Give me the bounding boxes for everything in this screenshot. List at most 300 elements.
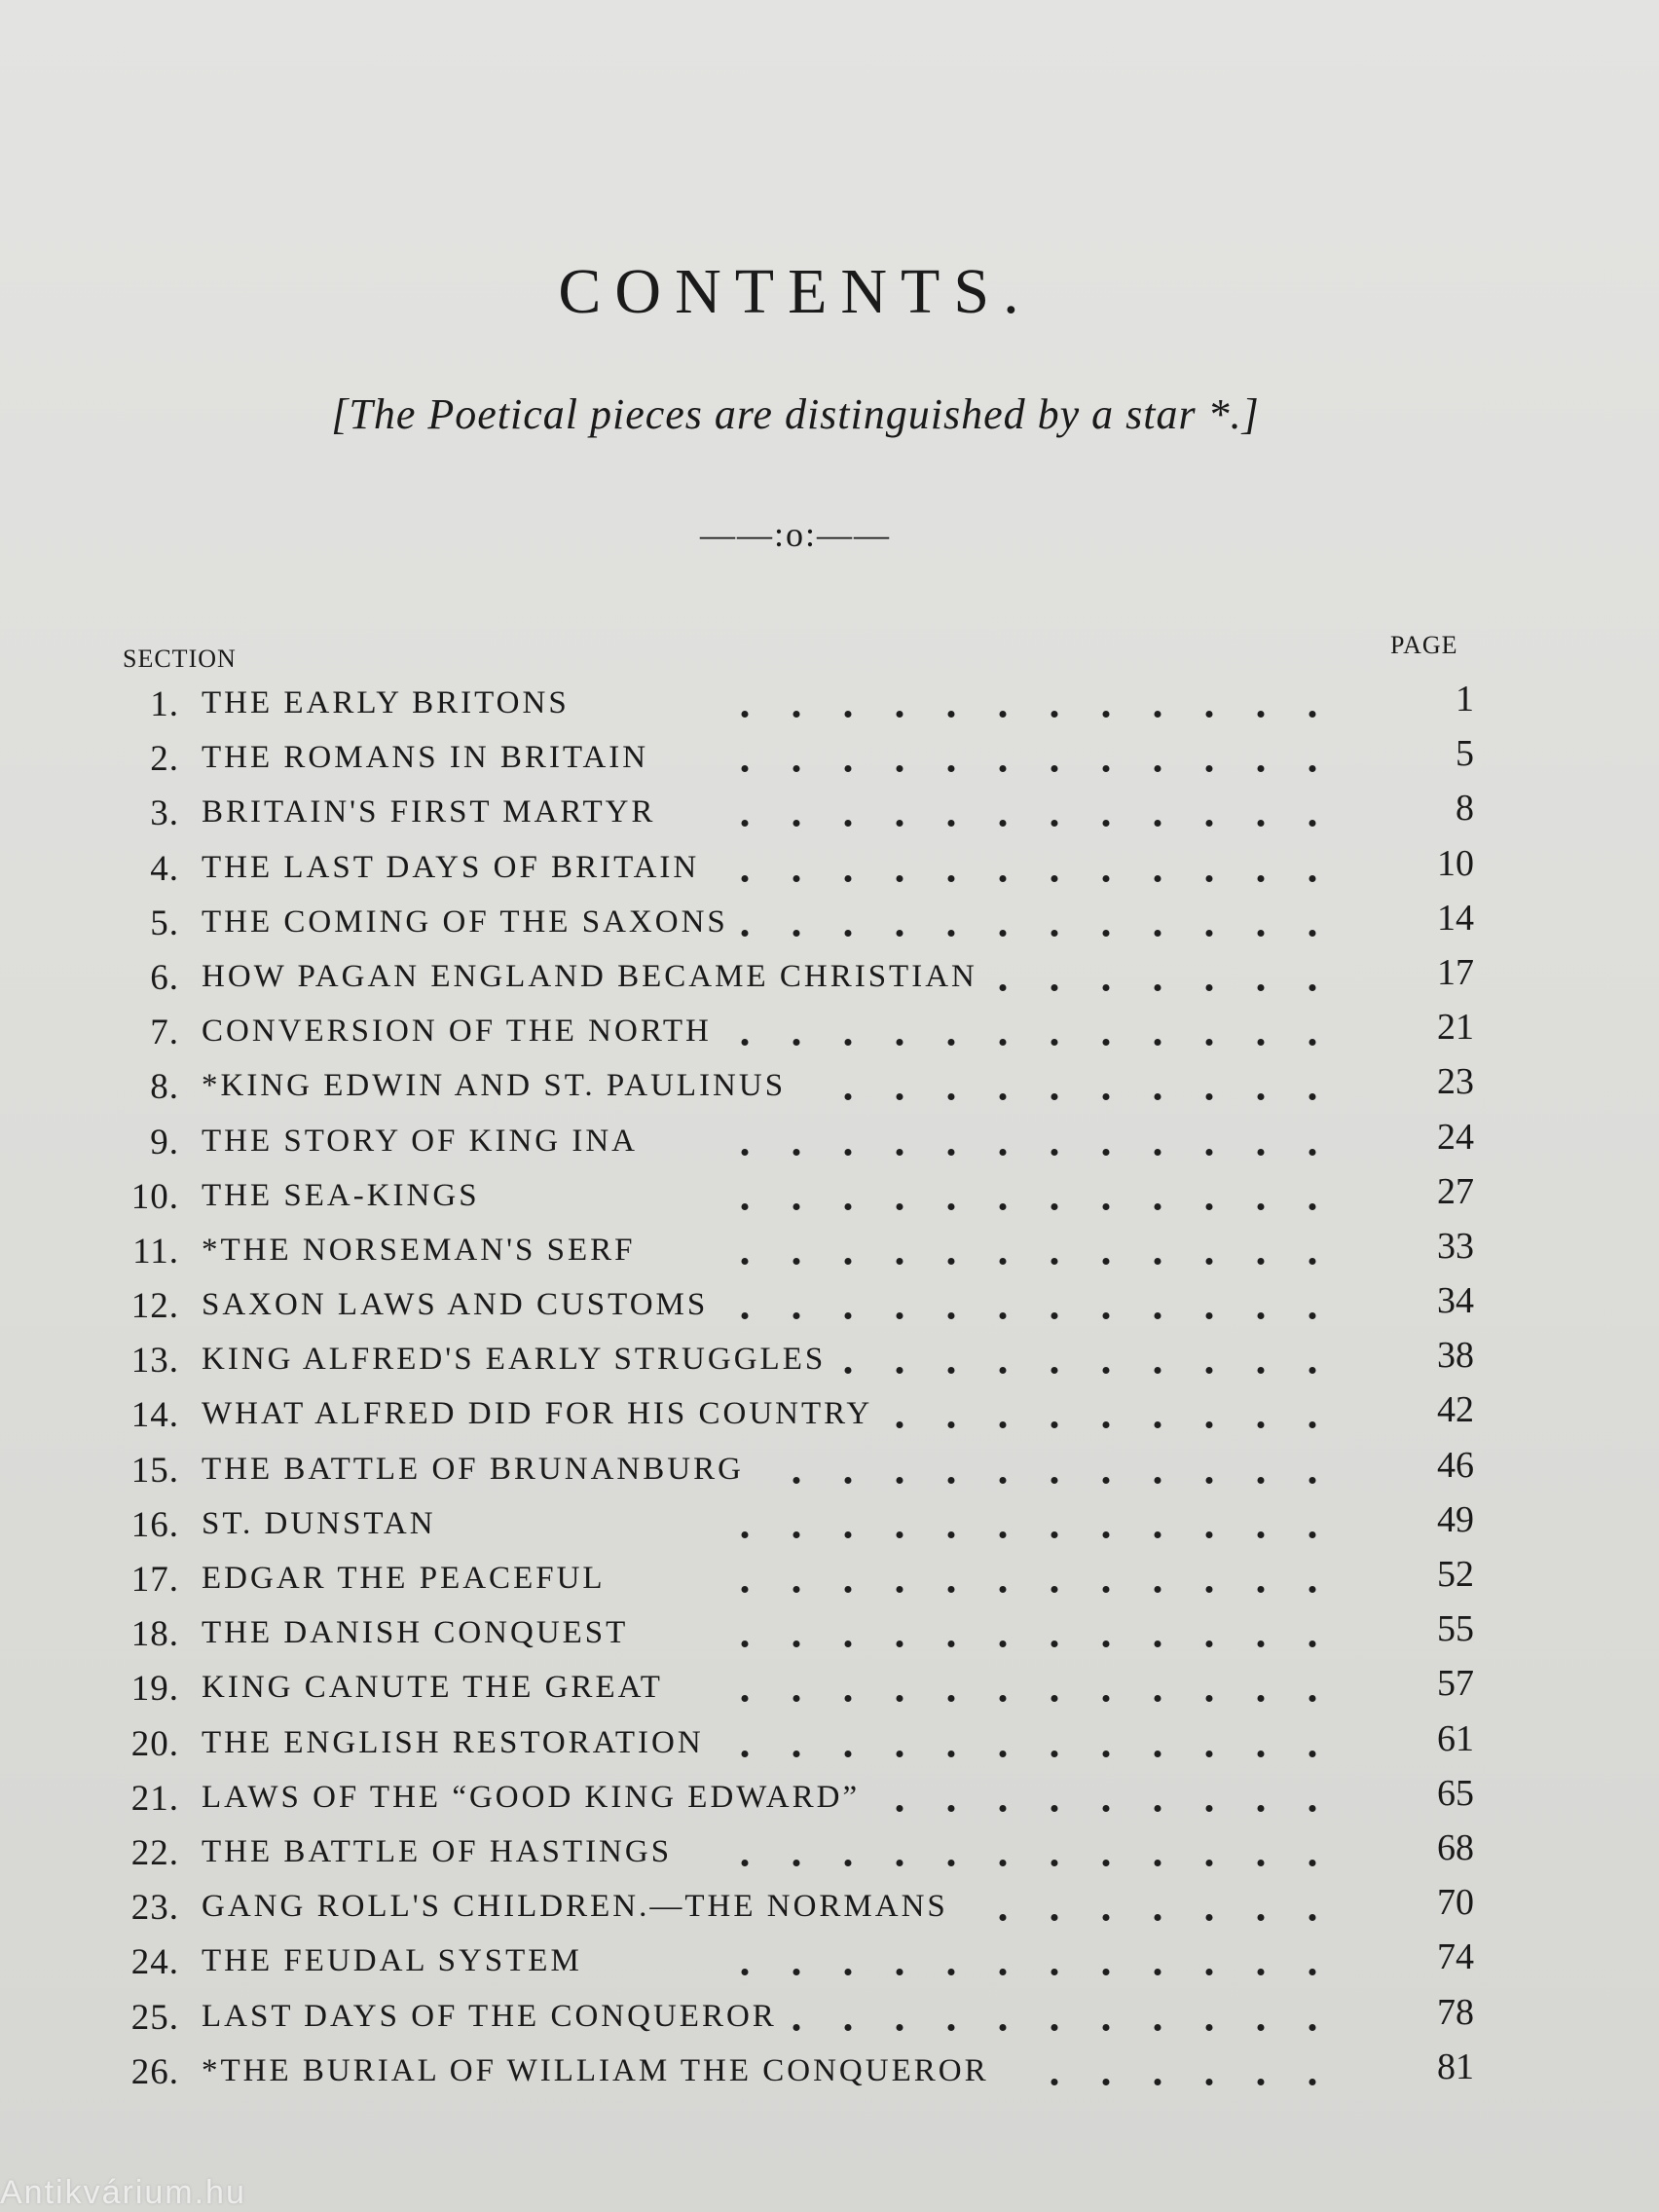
- leader-dot: [1258, 875, 1265, 882]
- leader-dot: [845, 1367, 852, 1374]
- page-number: 23: [1437, 1061, 1474, 1103]
- leader-dot: [1155, 1039, 1161, 1046]
- leader-dot: [793, 711, 800, 718]
- leader-dot: [742, 1695, 749, 1702]
- section-title: WHAT ALFRED DID FOR HIS COUNTRY: [202, 1396, 873, 1432]
- leader-dot: [1206, 1039, 1213, 1046]
- leader-dot: [1103, 1914, 1110, 1921]
- leader-dot: [1000, 765, 1007, 772]
- leader-dot: [793, 1258, 800, 1265]
- leader-dot: [1051, 1586, 1058, 1593]
- leader-dot: [1258, 1039, 1265, 1046]
- toc-entry: [0, 1826, 1659, 1881]
- leader-dot: [742, 1586, 749, 1593]
- leader-dot: [1103, 1805, 1110, 1812]
- leader-dot: [897, 1695, 903, 1702]
- leader-dot: [1000, 1477, 1007, 1484]
- leader-dot: [1309, 1586, 1316, 1593]
- leader-dot: [1051, 1258, 1058, 1265]
- page-number: 42: [1437, 1389, 1474, 1431]
- leader-dot: [1206, 1969, 1213, 1975]
- page-number: 57: [1437, 1663, 1474, 1705]
- leader-dot: [1155, 1203, 1161, 1210]
- section-number: 15.: [130, 1450, 179, 1491]
- leader-dot: [845, 711, 852, 718]
- leader-dot: [948, 2024, 955, 2031]
- leader-dot: [1206, 1421, 1213, 1428]
- leader-dot: [793, 1477, 800, 1484]
- leader-dot: [1103, 1641, 1110, 1647]
- leader-dot: [1000, 1751, 1007, 1757]
- leader-dot: [1051, 765, 1058, 772]
- leader-dot: [1051, 875, 1058, 882]
- section-number: 10.: [130, 1176, 179, 1217]
- leader-dot: [1309, 711, 1316, 718]
- leader-dot: [793, 1531, 800, 1538]
- toc-entry: [0, 1279, 1659, 1334]
- toc-entry: [0, 787, 1659, 841]
- leader-dot: [897, 1531, 903, 1538]
- leader-dot: [1206, 1641, 1213, 1647]
- section-title: BRITAIN'S FIRST MARTYR: [202, 794, 656, 830]
- dot-leader: [701, 1074, 1367, 1103]
- section-number: 25.: [130, 1997, 179, 2038]
- leader-dot: [1000, 875, 1007, 882]
- toc-entry: [0, 678, 1659, 732]
- leader-dot: [1206, 1149, 1213, 1156]
- leader-dot: [948, 1751, 955, 1757]
- leader-dot: [742, 1203, 749, 1210]
- leader-dot: [1258, 2079, 1265, 2085]
- leader-dot: [1258, 820, 1265, 827]
- page-number: 10: [1437, 842, 1474, 884]
- leader-dot: [1051, 1203, 1058, 1210]
- leader-dot: [1155, 1477, 1161, 1484]
- leader-dot: [845, 2024, 852, 2031]
- leader-dot: [1206, 820, 1213, 827]
- leader-dot: [742, 1531, 749, 1538]
- section-title: *KING EDWIN AND ST. PAULINUS: [202, 1068, 787, 1104]
- leader-dot: [845, 1586, 852, 1593]
- dot-leader: [701, 1293, 1367, 1322]
- leader-dot: [897, 2024, 903, 2031]
- leader-dot: [1103, 2024, 1110, 2031]
- leader-dot: [948, 1860, 955, 1866]
- page-number: 21: [1437, 1007, 1474, 1049]
- leader-dot: [1103, 765, 1110, 772]
- leader-dot: [1206, 2024, 1213, 2031]
- leader-dot: [1000, 1367, 1007, 1374]
- leader-dot: [1000, 1969, 1007, 1975]
- dot-leader: [701, 856, 1367, 885]
- dot-leader: [701, 746, 1367, 775]
- page-number: 34: [1437, 1280, 1474, 1322]
- leader-dot: [1103, 820, 1110, 827]
- leader-dot: [1206, 1751, 1213, 1757]
- leader-dot: [1309, 2079, 1316, 2085]
- leader-dot: [1000, 1093, 1007, 1100]
- section-number: 23.: [130, 1888, 179, 1929]
- dot-leader: [701, 1512, 1367, 1541]
- leader-dot: [897, 1586, 903, 1593]
- leader-dot: [1258, 1477, 1265, 1484]
- leader-dot: [1051, 1695, 1058, 1702]
- leader-dot: [793, 1203, 800, 1210]
- dot-leader: [701, 1840, 1367, 1869]
- leader-dot: [845, 1641, 852, 1647]
- leader-dot: [1309, 1531, 1316, 1538]
- leader-dot: [793, 1860, 800, 1866]
- leader-dot: [1258, 1093, 1265, 1100]
- page-number: 5: [1456, 733, 1474, 775]
- section-title: THE ENGLISH RESTORATION: [202, 1724, 704, 1760]
- leader-dot: [793, 930, 800, 937]
- section-number: 14.: [130, 1395, 179, 1436]
- section-column-header: SECTION: [123, 645, 237, 673]
- leader-dot: [897, 711, 903, 718]
- section-title: THE BATTLE OF BRUNANBURG: [202, 1451, 744, 1487]
- page-number: 46: [1437, 1444, 1474, 1486]
- leader-dot: [897, 1641, 903, 1647]
- leader-dot: [1000, 1421, 1007, 1428]
- section-number: 12.: [130, 1286, 179, 1327]
- page-number: 27: [1437, 1170, 1474, 1212]
- leader-dot: [1258, 1695, 1265, 1702]
- leader-dot: [1000, 1805, 1007, 1812]
- page-column-header: PAGE: [1390, 631, 1458, 659]
- leader-dot: [1258, 1751, 1265, 1757]
- leader-dot: [1309, 1367, 1316, 1374]
- leader-dot: [845, 1258, 852, 1265]
- page-number: 70: [1437, 1882, 1474, 1924]
- leader-dot: [1000, 1203, 1007, 1210]
- section-title: THE FEUDAL SYSTEM: [202, 1943, 582, 1979]
- leader-dot: [1051, 1641, 1058, 1647]
- page-number: 49: [1437, 1498, 1474, 1540]
- section-title: THE BATTLE OF HASTINGS: [202, 1833, 673, 1869]
- leader-dot: [897, 875, 903, 882]
- page-number: 1: [1456, 679, 1474, 719]
- leader-dot: [897, 1421, 903, 1428]
- section-number: 17.: [130, 1560, 179, 1600]
- section-title: LAWS OF THE “GOOD KING EDWARD”: [202, 1779, 861, 1815]
- leader-dot: [897, 1367, 903, 1374]
- leader-dot: [1309, 1039, 1316, 1046]
- leader-dot: [897, 1039, 903, 1046]
- leader-dot: [948, 1312, 955, 1319]
- dot-leader: [701, 1347, 1367, 1377]
- dot-leader: [701, 1731, 1367, 1760]
- section-title: ST. DUNSTAN: [202, 1505, 436, 1541]
- toc-entry: [0, 1006, 1659, 1060]
- toc-entry: [0, 1881, 1659, 1936]
- toc-entry: [0, 1662, 1659, 1716]
- poetical-note: [The Poetical pieces are distinguished by a star *.]: [331, 390, 1260, 438]
- page-number: 8: [1456, 788, 1474, 830]
- leader-dot: [1103, 2079, 1110, 2085]
- leader-dot: [948, 711, 955, 718]
- leader-dot: [1103, 1531, 1110, 1538]
- leader-dot: [1258, 1367, 1265, 1374]
- leader-dot: [1051, 1531, 1058, 1538]
- toc-entry: [0, 1717, 1659, 1772]
- page-number: 52: [1437, 1554, 1474, 1595]
- leader-dot: [897, 820, 903, 827]
- page-number: 74: [1437, 1936, 1474, 1978]
- leader-dot: [948, 1969, 955, 1975]
- leader-dot: [1051, 1367, 1058, 1374]
- leader-dot: [742, 711, 749, 718]
- leader-dot: [1309, 1477, 1316, 1484]
- leader-dot: [1309, 2024, 1316, 2031]
- leader-dot: [1309, 1969, 1316, 1975]
- leader-dot: [897, 1258, 903, 1265]
- leader-dot: [897, 1751, 903, 1757]
- section-title: *THE BURIAL OF WILLIAM THE CONQUEROR: [202, 2052, 989, 2088]
- section-number: 1.: [150, 684, 179, 724]
- toc-entry: [0, 951, 1659, 1006]
- leader-dot: [1051, 1039, 1058, 1046]
- leader-dot: [742, 1258, 749, 1265]
- leader-dot: [793, 1641, 800, 1647]
- dot-leader: [701, 910, 1367, 940]
- leader-dot: [948, 1477, 955, 1484]
- section-title: *THE NORSEMAN'S SERF: [202, 1232, 636, 1268]
- page-number: 24: [1437, 1116, 1474, 1158]
- table-of-contents: [0, 678, 1659, 2100]
- page-number: 61: [1437, 1717, 1474, 1759]
- leader-dot: [1206, 711, 1213, 718]
- dot-leader: [701, 800, 1367, 830]
- leader-dot: [1206, 875, 1213, 882]
- leader-dot: [1103, 930, 1110, 937]
- leader-dot: [1309, 1203, 1316, 1210]
- leader-dot: [793, 1695, 800, 1702]
- leader-dot: [742, 875, 749, 882]
- section-number: 26.: [130, 2051, 179, 2092]
- toc-entry: [0, 732, 1659, 787]
- toc-entry: [0, 1553, 1659, 1607]
- leader-dot: [1155, 765, 1161, 772]
- section-number: 11.: [132, 1231, 179, 1272]
- leader-dot: [1155, 1914, 1161, 1921]
- section-title: THE EARLY BRITONS: [202, 685, 570, 720]
- leader-dot: [1155, 711, 1161, 718]
- leader-dot: [1206, 1093, 1213, 1100]
- leader-dot: [742, 930, 749, 937]
- leader-dot: [1103, 1421, 1110, 1428]
- leader-dot: [897, 1860, 903, 1866]
- leader-dot: [845, 765, 852, 772]
- leader-dot: [948, 1805, 955, 1812]
- leader-dot: [1155, 1531, 1161, 1538]
- leader-dot: [897, 765, 903, 772]
- contents-title: CONTENTS.: [558, 256, 1033, 327]
- leader-dot: [1206, 1203, 1213, 1210]
- section-number: 19.: [130, 1669, 179, 1710]
- leader-dot: [1051, 1805, 1058, 1812]
- toc-entry: [0, 1334, 1659, 1388]
- leader-dot: [1155, 2079, 1161, 2085]
- leader-dot: [793, 1969, 800, 1975]
- leader-dot: [845, 1969, 852, 1975]
- leader-dot: [1051, 1751, 1058, 1757]
- leader-dot: [1000, 1695, 1007, 1702]
- section-number: 4.: [150, 848, 179, 889]
- leader-dot: [1103, 1969, 1110, 1975]
- leader-dot: [793, 765, 800, 772]
- leader-dot: [1155, 1969, 1161, 1975]
- leader-dot: [948, 1258, 955, 1265]
- leader-dot: [1051, 1149, 1058, 1156]
- leader-dot: [948, 1203, 955, 1210]
- leader-dot: [1309, 930, 1316, 937]
- leader-dot: [1155, 875, 1161, 882]
- leader-dot: [1206, 1860, 1213, 1866]
- section-title: THE SEA-KINGS: [202, 1177, 480, 1213]
- leader-dot: [1258, 930, 1265, 937]
- leader-dot: [1258, 1805, 1265, 1812]
- leader-dot: [1309, 1914, 1316, 1921]
- watermark: Antikvárium.hu: [0, 2174, 246, 2211]
- leader-dot: [1000, 1641, 1007, 1647]
- leader-dot: [1000, 1914, 1007, 1921]
- leader-dot: [845, 1149, 852, 1156]
- leader-dot: [1155, 1093, 1161, 1100]
- leader-dot: [1258, 1969, 1265, 1975]
- dot-leader: [701, 1457, 1367, 1487]
- leader-dot: [1206, 2079, 1213, 2085]
- toc-entry: [0, 1991, 1659, 2046]
- leader-dot: [1155, 1367, 1161, 1374]
- leader-dot: [1000, 1860, 1007, 1866]
- section-number: 21.: [130, 1778, 179, 1819]
- page-number: 81: [1437, 2046, 1474, 2087]
- dot-leader: [701, 2005, 1367, 2034]
- leader-dot: [1155, 1312, 1161, 1319]
- section-number: 2.: [150, 739, 179, 780]
- leader-dot: [793, 1751, 800, 1757]
- leader-dot: [1258, 1914, 1265, 1921]
- leader-dot: [742, 1751, 749, 1757]
- dot-leader: [701, 1402, 1367, 1431]
- leader-dot: [742, 1969, 749, 1975]
- leader-dot: [1103, 1367, 1110, 1374]
- leader-dot: [1309, 1695, 1316, 1702]
- leader-dot: [1309, 1421, 1316, 1428]
- section-title: KING CANUTE THE GREAT: [202, 1670, 663, 1706]
- dot-leader: [701, 1786, 1367, 1815]
- leader-dot: [845, 1093, 852, 1100]
- leader-dot: [948, 1586, 955, 1593]
- leader-dot: [1155, 1421, 1161, 1428]
- dot-leader: [701, 1949, 1367, 1978]
- section-number: 22.: [130, 1832, 179, 1873]
- leader-dot: [793, 1312, 800, 1319]
- section-title: KING ALFRED'S EARLY STRUGGLES: [202, 1342, 827, 1378]
- leader-dot: [793, 1039, 800, 1046]
- section-title: THE STORY OF KING INA: [202, 1123, 639, 1159]
- toc-entry: [0, 1444, 1659, 1498]
- section-title: HOW PAGAN ENGLAND BECAME CHRISTIAN: [202, 958, 977, 994]
- leader-dot: [1051, 1312, 1058, 1319]
- leader-dot: [1206, 765, 1213, 772]
- leader-dot: [1051, 1421, 1058, 1428]
- leader-dot: [1206, 984, 1213, 991]
- page-number: 14: [1437, 897, 1474, 939]
- leader-dot: [1309, 1258, 1316, 1265]
- leader-dot: [1103, 1093, 1110, 1100]
- leader-dot: [1258, 1421, 1265, 1428]
- leader-dot: [897, 1149, 903, 1156]
- leader-dot: [1206, 1914, 1213, 1921]
- dot-leader: [701, 1238, 1367, 1268]
- leader-dot: [1206, 1531, 1213, 1538]
- leader-dot: [845, 820, 852, 827]
- section-title: LAST DAYS OF THE CONQUEROR: [202, 1998, 777, 2034]
- leader-dot: [1051, 1860, 1058, 1866]
- leader-dot: [1155, 1258, 1161, 1265]
- toc-entry: [0, 897, 1659, 951]
- leader-dot: [1309, 820, 1316, 827]
- leader-dot: [1000, 1149, 1007, 1156]
- section-title: THE ROMANS IN BRITAIN: [202, 740, 649, 776]
- section-number: 8.: [150, 1067, 179, 1108]
- leader-dot: [1309, 875, 1316, 882]
- leader-dot: [948, 1367, 955, 1374]
- leader-dot: [845, 875, 852, 882]
- section-title: THE COMING OF THE SAXONS: [202, 903, 728, 940]
- leader-dot: [1258, 1312, 1265, 1319]
- leader-dot: [1051, 930, 1058, 937]
- leader-dot: [1103, 984, 1110, 991]
- leader-dot: [897, 1203, 903, 1210]
- leader-dot: [1103, 711, 1110, 718]
- leader-dot: [1000, 711, 1007, 718]
- leader-dot: [1309, 1860, 1316, 1866]
- page-number: 17: [1437, 951, 1474, 993]
- leader-dot: [1309, 1312, 1316, 1319]
- leader-dot: [948, 875, 955, 882]
- leader-dot: [1206, 1312, 1213, 1319]
- leader-dot: [1155, 1641, 1161, 1647]
- leader-dot: [1103, 1203, 1110, 1210]
- page-number: 55: [1437, 1608, 1474, 1650]
- leader-dot: [1206, 1586, 1213, 1593]
- toc-entry: [0, 842, 1659, 897]
- section-number: 20.: [130, 1723, 179, 1764]
- section-number: 5.: [150, 903, 179, 943]
- leader-dot: [793, 820, 800, 827]
- leader-dot: [793, 875, 800, 882]
- leader-dot: [897, 1477, 903, 1484]
- leader-dot: [1155, 1860, 1161, 1866]
- toc-entry: [0, 1388, 1659, 1443]
- leader-dot: [897, 1969, 903, 1975]
- leader-dot: [1258, 1531, 1265, 1538]
- leader-dot: [742, 1039, 749, 1046]
- leader-dot: [742, 820, 749, 827]
- leader-dot: [742, 1860, 749, 1866]
- dot-leader: [701, 1676, 1367, 1705]
- leader-dot: [948, 765, 955, 772]
- leader-dot: [1051, 1093, 1058, 1100]
- dot-leader: [701, 1621, 1367, 1650]
- leader-dot: [1206, 1477, 1213, 1484]
- leader-dot: [1309, 1641, 1316, 1647]
- toc-entry: [0, 1607, 1659, 1662]
- leader-dot: [793, 1586, 800, 1593]
